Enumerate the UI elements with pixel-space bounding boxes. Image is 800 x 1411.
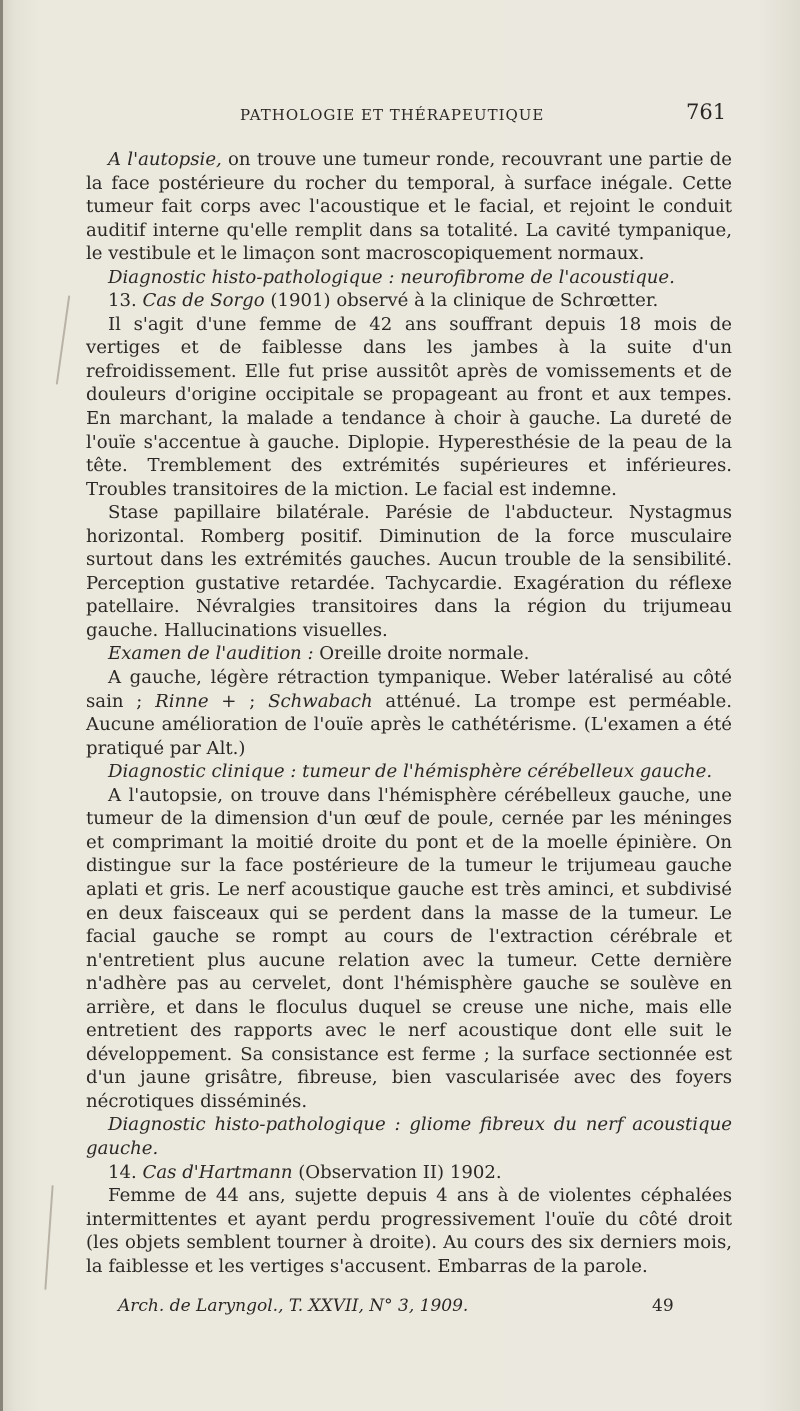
pencil-margin-mark (56, 295, 71, 384)
running-header (0, 100, 800, 130)
article-body (86, 148, 732, 1278)
italic-text: Diagnostic histo-pathologique : neurofibrome de l'acoustique. (108, 266, 675, 288)
italic-term-rinne: Rinne (155, 690, 209, 712)
paragraph-text: (Observation II) 1902. (292, 1161, 502, 1183)
paragraph-autopsy-2 (86, 784, 732, 1114)
paragraph-autopsy-1 (86, 148, 732, 266)
italic-text: Diagnostic clinique : tumeur de l'hémisphère cérébelleux gauche. (108, 761, 713, 783)
italic-term-schwabach: Schwabach (268, 690, 373, 712)
paragraph-text: Femme de 44 ans, sujette depuis 4 ans à de violentes céphalées intermittentes et ayant perdu progressivement l'ouïe du côté droit (les objets semblent tourner à droite). Au cours des six derniers mois, la faiblesse et les vertiges s'accusent. Embarras de la parole. (86, 1185, 732, 1277)
paragraph-text: on trouve une tumeur ronde, recouvrant une partie de la face postérieure du rocher du temporal, à surface inégale. Cette tumeur fait corps avec l'acoustique et le facial, et rejoint le conduit auditif interne qu'elle remplit dans sa totalité. La cavité tympanique, le vestibule et le limaçon sont macroscopiquement normaux. (86, 149, 732, 265)
signature-mark: 49 (652, 1296, 674, 1316)
running-title: PATHOLOGIE ET THÉRAPEUTIQUE (240, 106, 545, 124)
case-number: 13. (108, 290, 143, 312)
case-number: 14. (108, 1161, 143, 1183)
paragraph-audition-exam (86, 642, 732, 666)
paragraph-text: A gauche, légère rétraction tympanique. Weber latéralisé au côté sain ; (86, 667, 732, 712)
italic-lead: A l'autopsie, (108, 149, 222, 170)
paragraph-diagnosis-1 (86, 266, 732, 290)
italic-lead: Examen de l'audition : (108, 643, 314, 665)
case-name: Cas de Sorgo (142, 290, 265, 312)
journal-citation: Arch. de Laryngol., T. XXVII, N° 3, 1909. (118, 1296, 469, 1316)
paragraph-diagnosis-clinical (86, 760, 732, 784)
paragraph-case-14-history (86, 1184, 732, 1278)
paragraph-audition-left (86, 666, 732, 760)
paragraph-text: Stase papillaire bilatérale. Parésie de l'abducteur. Nystagmus horizontal. Romberg positif. Diminution de la force musculaire surtout dans les extrémités gauches. Aucun trouble de la sensibilité. Perception gustative retardée. Tachycardie. Exagération du réflexe patellaire. Névralgies transitoires dans la région du trijumeau gauche. Hallucinations visuelles. (86, 502, 732, 641)
paragraph-case-14 (86, 1161, 732, 1185)
page-number: 761 (686, 100, 727, 124)
paragraph-case-13-signs (86, 501, 732, 642)
paragraph-text: (1901) observé à la clinique de Schrœtter. (264, 290, 659, 312)
paragraph-text: + ; (208, 690, 269, 712)
italic-text: Diagnostic histo-pathologique : gliome fibreux du nerf acoustique gauche. (86, 1114, 732, 1159)
paragraph-case-13-history (86, 313, 732, 501)
paragraph-diagnosis-2 (86, 1113, 732, 1160)
case-name: Cas d'Hartmann (142, 1161, 293, 1183)
paragraph-text: A l'autopsie, on trouve dans l'hémisphère cérébelleux gauche, une tumeur de la dimension d'un œuf de poule, cernée par les méninges et comprimant la moitié droite du pont et de la moelle épinière. On distingue sur la face postérieure de la tumeur le trijumeau gauche aplati et gris. Le nerf acoustique gauche est très aminci, et subdivisé en deux faisceaux qui se perdent dans la masse de la tumeur. Le facial gauche se rompt au cours de l'extraction cérébrale et n'entretient plus aucune relation avec la tumeur. Cette dernière n'adhère pas au cervelet, dont l'hémisphère gauche se soulève en arrière, et dans le floculus duquel se creuse une niche, mais elle entretient des rapports avec le nerf acoustique dont elle suit le développement. Sa consistance est ferme ; la surface sectionnée est d'un jaune grisâtre, fibreuse, bien vascularisée avec des foyers nécrotiques disséminés. (86, 784, 732, 1112)
paragraph-text: Il s'agit d'une femme de 42 ans souffrant depuis 18 mois de vertiges et de faiblesse dans les jambes à la suite d'un refroidissement. Elle fut prise aussitôt après de vomissements et de douleurs d'origine occipitale se propageant au front et aux tempes. En marchant, la malade a tendance à choir à gauche. La dureté de l'ouïe s'accentue à gauche. Diplopie. Hyperesthésie de la peau de la tête. Tremblement des extrémités supérieures et inférieures. Troubles transitoires de la miction. Le facial est indemne. (86, 313, 732, 500)
paragraph-text: atténué. La trompe est perméable. Aucune amélioration de l'ouïe après le cathétérisme. (L'examen a été pratiqué par Alt.) (86, 690, 732, 759)
paragraph-case-13 (86, 289, 732, 313)
page-spine-edge (0, 0, 3, 1411)
page-footer (0, 1296, 800, 1326)
pencil-margin-mark (44, 1185, 53, 1290)
paragraph-text: Oreille droite normale. (313, 643, 530, 665)
